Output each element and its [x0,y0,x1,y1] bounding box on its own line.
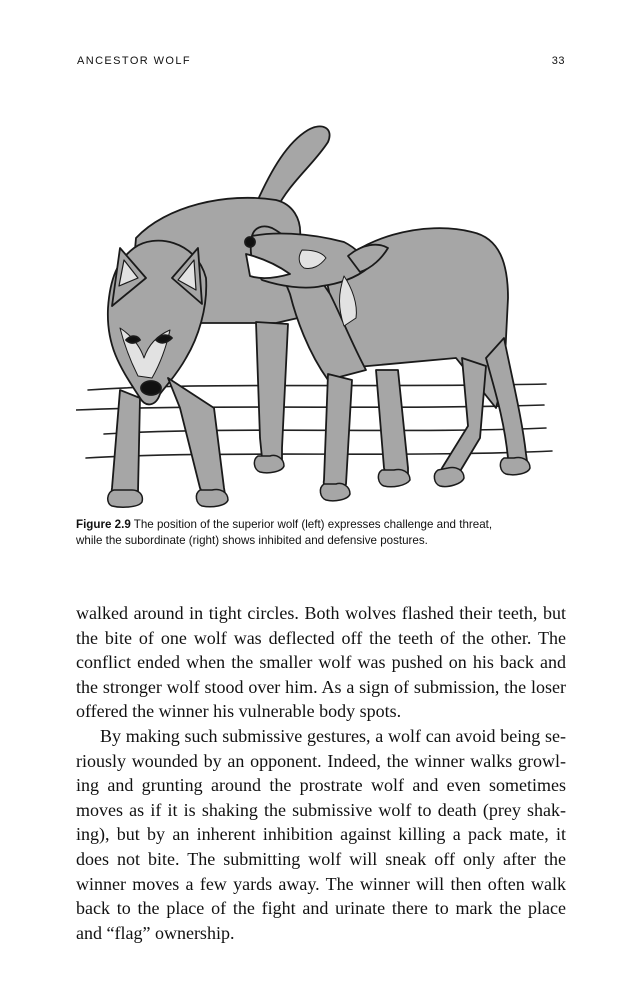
text-line: back to the place of the fight and urinate there to mark the place [76,898,566,919]
caption-label: Figure 2.9 [76,518,131,531]
caption-line-1 [76,517,566,533]
text-line: and “flag” ownership. [76,922,235,943]
figure-caption [76,517,566,549]
text-line: riously wounded by an opponent. Indeed, the winner walks growl- [76,750,566,771]
text-line: does not bite. The submitting wolf will sneak off only after the [76,848,566,869]
caption-text-1: The position of the superior wolf (left) expresses challenge and threat, [133,518,493,531]
body-text [76,601,566,945]
text-line: offered the winner his vulnerable body spots. [76,701,402,722]
text-line: winner moves a few yards away. The winner will then often walk [76,873,566,894]
text-line: By making such submissive gestures, a wolf can avoid being se- [100,725,566,746]
text-line: ing), but by an inherent inhibition against killing a pack mate, it [76,824,566,845]
running-title: ANCESTOR WOLF [77,55,191,67]
wolves-drawing [76,108,556,510]
page-number: 33 [551,55,565,67]
text-line: ing and grunting around the prostrate wolf and even sometimes [76,775,566,796]
subordinate-wolf [245,226,530,500]
text-line: walked around in tight circles. Both wolves flashed their teeth, but [76,603,566,623]
caption-line-2: while the subordinate (right) shows inhibited and defensive postures. [76,534,428,547]
running-header [77,55,565,67]
wolf-illustration [76,108,556,510]
paragraph-2 [76,724,566,945]
text-line: the bite of one wolf was deflected off the teeth of the other. The [76,627,566,648]
paragraph-1 [76,601,566,724]
text-line: conflict ended when the smaller wolf was pushed on his back and [76,652,566,673]
text-line: the stronger wolf stood over him. As a sign of submission, the loser [76,676,566,697]
text-line: moves as if it is shaking the submissive wolf to death (prey shak- [76,799,566,820]
